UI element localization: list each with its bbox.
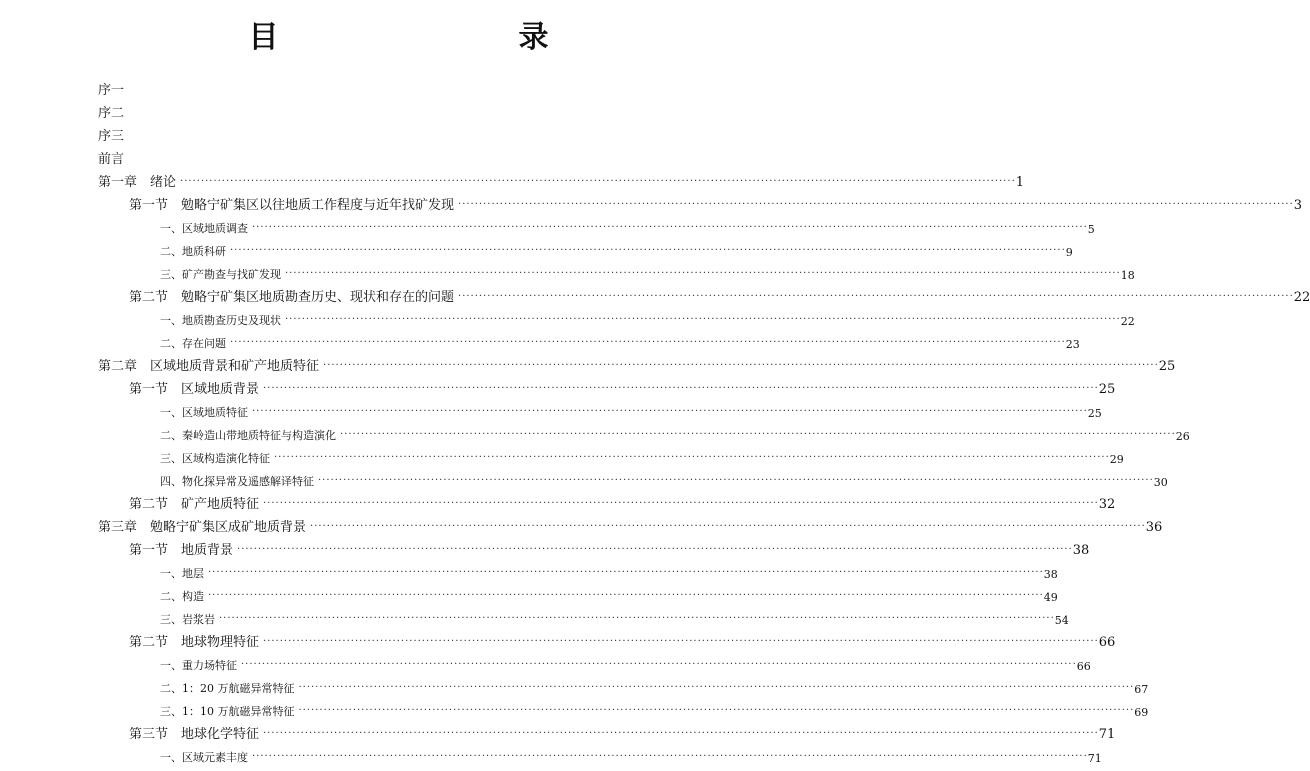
toc-subsection[interactable] [160, 237, 1073, 259]
toc-page-number: 3 [1293, 198, 1303, 213]
toc-subsection[interactable] [160, 467, 1168, 489]
toc-chapter[interactable] [98, 168, 1025, 190]
toc-leader-dots: ········································································································································································································ [241, 659, 1077, 670]
toc-entry-label: 二、秦岭造山带地质特征与构造演化 [160, 429, 336, 442]
toc-entry-label: 二、地质科研 [160, 245, 226, 258]
toc-leader-dots: ········································································································································································································ [340, 429, 1176, 440]
toc-page-number: 25 [1087, 407, 1102, 420]
toc-page-number: 66 [1076, 660, 1091, 673]
toc-subsection[interactable] [160, 674, 1149, 696]
toc-page-number: 25 [1098, 382, 1116, 397]
toc-preface-label: 序三 [98, 129, 125, 144]
toc-preface-label: 序一 [98, 83, 125, 98]
toc-page-number: 22 [1293, 290, 1310, 305]
toc-preface-label: 序二 [98, 106, 125, 121]
toc-subsection[interactable] [160, 582, 1058, 604]
toc-page-number: 36 [1145, 520, 1163, 535]
toc-leader-dots: ········································································································································································································ [285, 314, 1121, 325]
toc-entry-label: 一、区域地质调查 [160, 222, 248, 235]
toc-leader-dots: ········································································································································································································ [310, 521, 1146, 532]
toc-chapter[interactable] [98, 352, 1176, 374]
toc-page-number: 29 [1109, 453, 1124, 466]
toc-leader-dots: ········································································································································································································ [180, 176, 1016, 187]
toc-subsection[interactable] [160, 306, 1135, 328]
toc-subsection[interactable] [160, 398, 1102, 420]
toc-leader-dots: ········································································································································································································ [458, 199, 1294, 210]
toc-preface-item[interactable] [98, 76, 128, 98]
toc-entry-label: 二、1：20 万航磁异常特征 [160, 682, 295, 695]
toc-leader-dots: ········································································································································································································ [263, 728, 1099, 739]
toc-leader-dots: ········································································································································································································ [252, 751, 1088, 762]
toc-entry-label: 三、矿产勘查与找矿发现 [160, 268, 281, 281]
toc-leader-dots: ········································································································································································································ [298, 682, 1135, 693]
toc-subsection[interactable] [160, 697, 1149, 719]
toc-entry-label: 第一章 绪论 [98, 175, 177, 190]
toc-section[interactable] [129, 720, 1116, 742]
toc-subsection[interactable] [160, 214, 1095, 236]
toc-page-number: 38 [1043, 568, 1058, 581]
toc-entry-label: 第二节 矿产地质特征 [129, 497, 260, 512]
toc-entry-label: 第三章 勉略宁矿集区成矿地质背景 [98, 520, 307, 535]
toc-page-number: 67 [1134, 683, 1149, 696]
toc-entry-label: 第二章 区域地质背景和矿产地质特征 [98, 359, 320, 374]
toc-leader-dots: ········································································································································································································ [237, 544, 1073, 555]
toc-section[interactable] [129, 490, 1116, 512]
toc-leader-dots: ········································································································································································································ [263, 498, 1099, 509]
toc-leader-dots: ········································································································································································································ [274, 452, 1110, 463]
toc-preface-item[interactable] [98, 122, 128, 144]
toc-subsection[interactable] [160, 651, 1091, 673]
toc-page-number: 25 [1158, 359, 1176, 374]
toc-leader-dots: ········································································································································································································ [252, 222, 1088, 233]
toc-preface-item[interactable] [98, 145, 128, 167]
toc-preface-label: 前言 [98, 152, 125, 167]
toc-entry-label: 第二节 地球物理特征 [129, 635, 260, 650]
toc-page-number: 71 [1087, 752, 1102, 765]
toc-leader-dots: ········································································································································································································ [252, 406, 1088, 417]
toc-page-number: 71 [1098, 727, 1116, 742]
toc-section[interactable] [129, 191, 1303, 213]
toc-entry-label: 第一节 勉略宁矿集区以往地质工作程度与近年找矿发现 [129, 198, 455, 213]
toc-leader-dots: ········································································································································································································ [230, 337, 1066, 348]
toc-subsection[interactable] [160, 605, 1069, 627]
toc-page-number: 18 [1120, 269, 1135, 282]
toc-section[interactable] [129, 536, 1090, 558]
toc-page-number: 9 [1065, 246, 1073, 259]
toc-page-number: 30 [1153, 476, 1168, 489]
toc-subsection[interactable] [160, 743, 1102, 765]
toc-entry-label: 一、区域元素丰度 [160, 751, 248, 764]
toc-page-number: 26 [1175, 430, 1190, 443]
toc-subsection[interactable] [160, 421, 1190, 443]
toc-preface-item[interactable] [98, 99, 128, 121]
toc-subsection[interactable] [160, 329, 1080, 351]
toc-leader-dots: ········································································································································································································ [323, 360, 1159, 371]
toc-page-number: 23 [1065, 338, 1080, 351]
toc-page-number: 5 [1087, 223, 1095, 236]
toc-chapter[interactable] [98, 513, 1163, 535]
toc-leader-dots: ········································································································································································································ [208, 590, 1044, 601]
toc-entry-label: 三、区域构造演化特征 [160, 452, 270, 465]
toc-entry-label: 一、地层 [160, 567, 204, 580]
toc-subsection[interactable] [160, 559, 1058, 581]
toc-leader-dots: ········································································································································································································ [318, 475, 1154, 486]
toc-entry-label: 四、物化探异常及遥感解译特征 [160, 475, 314, 488]
toc-leader-dots: ········································································································································································································ [285, 268, 1121, 279]
toc-entry-label: 第三节 地球化学特征 [129, 727, 260, 742]
toc-leader-dots: ········································································································································································································ [219, 613, 1055, 624]
toc-page-number: 32 [1098, 497, 1116, 512]
toc-entry-label: 三、岩浆岩 [160, 613, 215, 626]
toc-entry-label: 三、1：10 万航磁异常特征 [160, 705, 295, 718]
toc-page-number: 49 [1043, 591, 1058, 604]
toc-entry-label: 一、地质勘查历史及现状 [160, 314, 281, 327]
toc-section[interactable] [129, 283, 1310, 305]
toc-page-number: 54 [1054, 614, 1069, 627]
toc-leader-dots: ········································································································································································································ [298, 705, 1135, 716]
toc-page-number: 1 [1015, 175, 1025, 190]
toc-leader-dots: ········································································································································································································ [263, 636, 1099, 647]
toc-entry-label: 第二节 勉略宁矿集区地质勘查历史、现状和存在的问题 [129, 290, 455, 305]
toc-page-number: 66 [1098, 635, 1116, 650]
toc-subsection[interactable] [160, 260, 1135, 282]
toc-section[interactable] [129, 375, 1116, 397]
toc-leader-dots: ········································································································································································································ [263, 383, 1099, 394]
toc-page-number: 69 [1134, 706, 1149, 719]
toc-entry-label: 二、存在问题 [160, 337, 226, 350]
toc-entry-label: 一、区域地质特征 [160, 406, 248, 419]
toc-section[interactable] [129, 628, 1116, 650]
toc-subsection[interactable] [160, 444, 1124, 466]
toc-page-number: 22 [1120, 315, 1135, 328]
toc-entry-label: 二、构造 [160, 590, 204, 603]
toc-entry-label: 第一节 区域地质背景 [129, 382, 260, 397]
toc-leader-dots: ········································································································································································································ [230, 245, 1066, 256]
toc-entry-label: 第一节 地质背景 [129, 543, 234, 558]
toc-entry-label: 一、重力场特征 [160, 659, 237, 672]
toc-leader-dots: ········································································································································································································ [208, 567, 1044, 578]
page-title: 目 录 [248, 20, 609, 55]
toc-page-number: 38 [1072, 543, 1090, 558]
toc-leader-dots: ········································································································································································································ [458, 291, 1294, 302]
